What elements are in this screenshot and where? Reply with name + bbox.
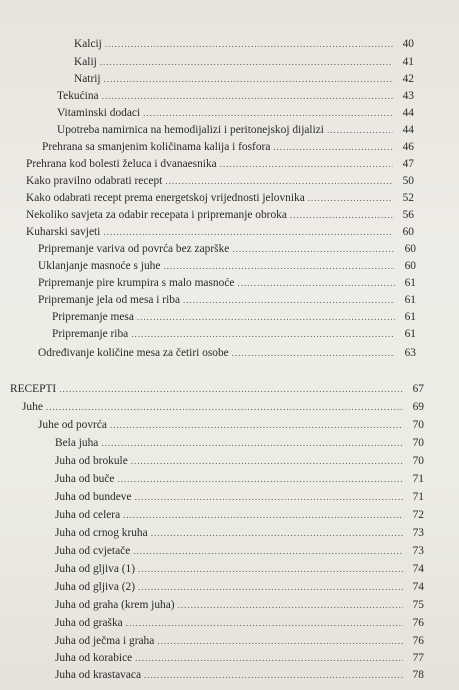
toc-entry-page-number: 61	[404, 277, 416, 289]
dot-leader	[290, 210, 393, 220]
toc-entry-page-number: 44	[402, 107, 414, 119]
dot-leader	[138, 582, 403, 592]
dot-leader	[165, 176, 393, 186]
toc-entry-page-number: 67	[412, 383, 424, 395]
toc-entry-title: Juha od crnog kruha	[55, 527, 148, 539]
toc-entry-title: Pripremanje jela od mesa i riba	[38, 294, 181, 306]
toc-entry-title: Juha od celera	[55, 509, 121, 521]
toc-entry	[38, 260, 416, 276]
toc-entry	[55, 669, 424, 685]
toc-entry	[26, 175, 414, 191]
toc-entry-page-number: 69	[412, 401, 424, 413]
toc-entry-title: Uklanjanje masnoće s juhe	[38, 260, 161, 272]
toc-entry	[57, 124, 414, 140]
toc-entry	[55, 491, 424, 507]
toc-entry-title: Kalcij	[74, 38, 102, 50]
toc-entry-title: Kuharski savjeti	[26, 226, 101, 238]
toc-entry-page-number: 44	[402, 124, 414, 136]
dot-leader	[135, 653, 403, 663]
toc-entry	[10, 383, 424, 399]
toc-entry-page-number: 52	[402, 192, 414, 204]
toc-entry	[55, 455, 424, 471]
toc-entry	[55, 563, 424, 579]
dot-leader	[143, 108, 393, 118]
dot-leader	[133, 546, 403, 556]
toc-entry-title: Juha od brokule	[55, 455, 128, 467]
dot-leader	[102, 91, 393, 101]
toc-entry-title: Upotreba namirnica na hemodijalizi i peritonejskoj dijalizi	[57, 124, 324, 136]
toc-entry-page-number: 60	[404, 243, 416, 255]
dot-leader	[105, 39, 393, 49]
dot-leader	[126, 618, 403, 628]
toc-entry-page-number: 41	[402, 56, 414, 68]
toc-entry-page-number: 75	[412, 599, 424, 611]
dot-leader	[144, 670, 403, 680]
toc-entry-page-number: 73	[412, 527, 424, 539]
toc-entry-page-number: 42	[402, 73, 414, 85]
toc-entry-page-number: 56	[402, 209, 414, 221]
toc-entry-title: Prehrana sa smanjenim količinama kalija i fosfora	[42, 141, 271, 153]
toc-entry	[57, 107, 414, 123]
toc-entry-page-number: 61	[404, 328, 416, 340]
toc-entry	[38, 277, 416, 293]
toc-entry-title: Juha od krastavaca	[55, 669, 142, 681]
toc-entry	[55, 635, 424, 651]
toc-entry	[26, 192, 414, 208]
dot-leader	[183, 295, 395, 305]
dot-leader	[273, 142, 393, 152]
toc-entry	[26, 158, 414, 174]
toc-entry-page-number: 70	[412, 419, 424, 431]
toc-entry-title: Juha od graška	[55, 617, 123, 629]
toc-entry-page-number: 63	[404, 347, 416, 359]
dot-leader	[100, 57, 393, 67]
toc-entry-title: Juha od gljiva (1)	[55, 563, 136, 575]
toc-entry-title: Kako odabrati recept prema energetskoj vrijednosti jelovnika	[26, 192, 305, 204]
toc-entry	[74, 38, 414, 54]
toc-entry-page-number: 78	[412, 669, 424, 681]
dot-leader	[46, 402, 403, 412]
toc-entry-page-number: 74	[412, 581, 424, 593]
dot-leader	[163, 261, 395, 271]
toc-entry	[55, 527, 424, 543]
dot-leader	[117, 474, 403, 484]
toc-entry-title: Juhe od povrća	[38, 419, 107, 431]
toc-entry-page-number: 61	[404, 294, 416, 306]
toc-entry-page-number: 74	[412, 563, 424, 575]
toc-entry-title: Pripremanje riba	[52, 328, 129, 340]
toc-entry	[38, 419, 424, 435]
dot-leader	[123, 510, 403, 520]
dot-leader	[131, 329, 395, 339]
toc-entry-page-number: 76	[412, 617, 424, 629]
toc-entry-title: RECEPTI	[10, 383, 57, 395]
toc-entry-title: Pripremanje pire krumpira s malo masnoće	[38, 277, 235, 289]
toc-entry-title: Bela juha	[55, 437, 99, 449]
toc-entry	[55, 545, 424, 561]
toc-entry-title: Juha od buče	[55, 473, 115, 485]
dot-leader	[59, 384, 403, 394]
dot-leader	[104, 74, 393, 84]
dot-leader	[151, 528, 403, 538]
dot-leader	[232, 244, 395, 254]
toc-entry-title: Juha od cvjetače	[55, 545, 131, 557]
dot-leader	[135, 492, 403, 502]
toc-entry-page-number: 70	[412, 455, 424, 467]
toc-entry-title: Prehrana kod bolesti želuca i dvanaesnika	[26, 158, 217, 170]
toc-entry	[55, 652, 424, 668]
toc-entry-title: Natrij	[74, 73, 101, 85]
dot-leader	[220, 159, 393, 169]
toc-entry-title: Pripremanje mesa	[52, 311, 134, 323]
toc-entry	[38, 243, 416, 259]
dot-leader	[308, 193, 393, 203]
dot-leader	[237, 278, 395, 288]
toc-entry	[74, 56, 414, 72]
toc-entry-title: Pripremanje variva od povrća bez zaprške	[38, 243, 230, 255]
toc-entry-title: Kako pravilno odabrati recept	[26, 175, 163, 187]
toc-entry-title: Juha od graha (krem juha)	[55, 599, 175, 611]
toc-entry	[55, 581, 424, 597]
toc-entry	[38, 347, 416, 363]
dot-leader	[103, 227, 393, 237]
toc-entry-page-number: 70	[412, 437, 424, 449]
toc-entry-page-number: 61	[404, 311, 416, 323]
toc-entry	[42, 141, 414, 157]
toc-entry-title: Juha od ječma i graha	[55, 635, 155, 647]
toc-entry-title: Juha od bundeve	[55, 491, 132, 503]
dot-leader	[178, 600, 403, 610]
toc-entry-page-number: 43	[402, 90, 414, 102]
toc-entry-page-number: 72	[412, 509, 424, 521]
toc-entry-page-number: 60	[404, 260, 416, 272]
toc-entry	[55, 437, 424, 453]
toc-entry-title: Juha od korabice	[55, 652, 133, 664]
toc-entry	[38, 294, 416, 310]
toc-entry	[26, 226, 414, 242]
dot-leader	[138, 564, 403, 574]
toc-entry-title: Tekućina	[57, 90, 99, 102]
dot-leader	[110, 420, 403, 430]
toc-entry-page-number: 73	[412, 545, 424, 557]
toc-entry	[55, 509, 424, 525]
toc-entry	[74, 73, 414, 89]
toc-entry-page-number: 40	[402, 38, 414, 50]
toc-entry-title: Juhe	[22, 401, 43, 413]
toc-entry	[52, 328, 416, 344]
toc-entry	[26, 209, 414, 225]
toc-entry	[57, 90, 414, 106]
toc-entry-title: Juha od gljiva (2)	[55, 581, 136, 593]
toc-entry	[52, 311, 416, 327]
dot-leader	[157, 636, 403, 646]
toc-entry-title: Nekoliko savjeta za odabir recepata i pripremanje obroka	[26, 209, 287, 221]
toc-entry-title: Kalij	[74, 56, 97, 68]
toc-entry-page-number: 77	[412, 652, 424, 664]
toc-entry	[55, 473, 424, 489]
toc-entry	[55, 617, 424, 633]
toc-entry-title: Vitaminski dodaci	[57, 107, 141, 119]
toc-entry-page-number: 76	[412, 635, 424, 647]
toc-entry-title: Određivanje količine mesa za četiri osobe	[38, 347, 229, 359]
dot-leader	[101, 438, 403, 448]
toc-entry-page-number: 60	[402, 226, 414, 238]
toc-entry	[22, 401, 424, 417]
toc-entry-page-number: 71	[412, 491, 424, 503]
toc-entry-page-number: 50	[402, 175, 414, 187]
toc-entry	[55, 599, 424, 615]
dot-leader	[327, 125, 393, 135]
dot-leader	[137, 312, 395, 322]
toc-entry-page-number: 47	[402, 158, 414, 170]
dot-leader	[131, 456, 403, 466]
toc-entry-page-number: 46	[402, 141, 414, 153]
toc-entry-page-number: 71	[412, 473, 424, 485]
dot-leader	[232, 348, 395, 358]
